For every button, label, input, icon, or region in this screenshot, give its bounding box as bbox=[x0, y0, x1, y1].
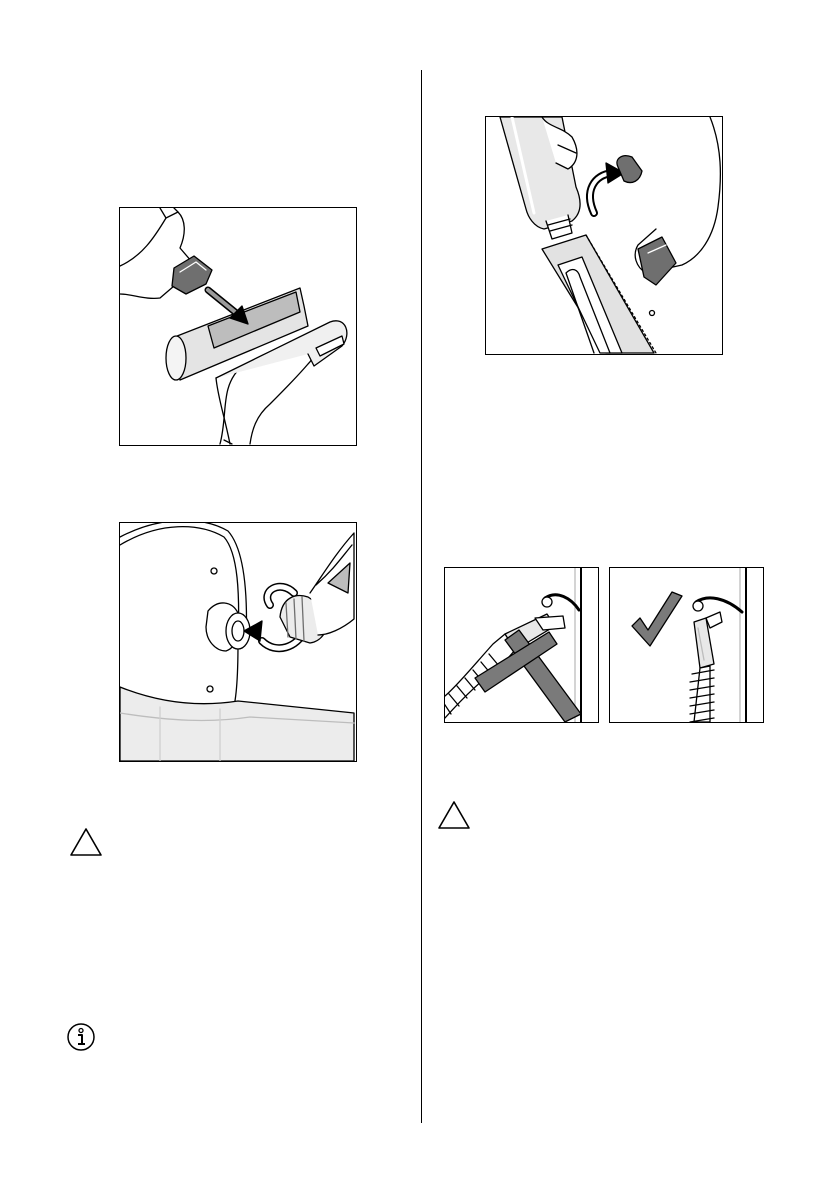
info-circle-icon bbox=[66, 1022, 96, 1052]
warning-triangle-icon bbox=[437, 800, 471, 830]
hose-wrong-illustration bbox=[444, 567, 599, 723]
fill-tank-illustration bbox=[485, 116, 723, 355]
column-divider bbox=[421, 70, 422, 1123]
attach-nozzle-illustration bbox=[119, 207, 357, 446]
warning-triangle-icon bbox=[69, 827, 103, 857]
hose-right-illustration bbox=[609, 567, 764, 723]
screw-hose-illustration bbox=[119, 522, 357, 762]
